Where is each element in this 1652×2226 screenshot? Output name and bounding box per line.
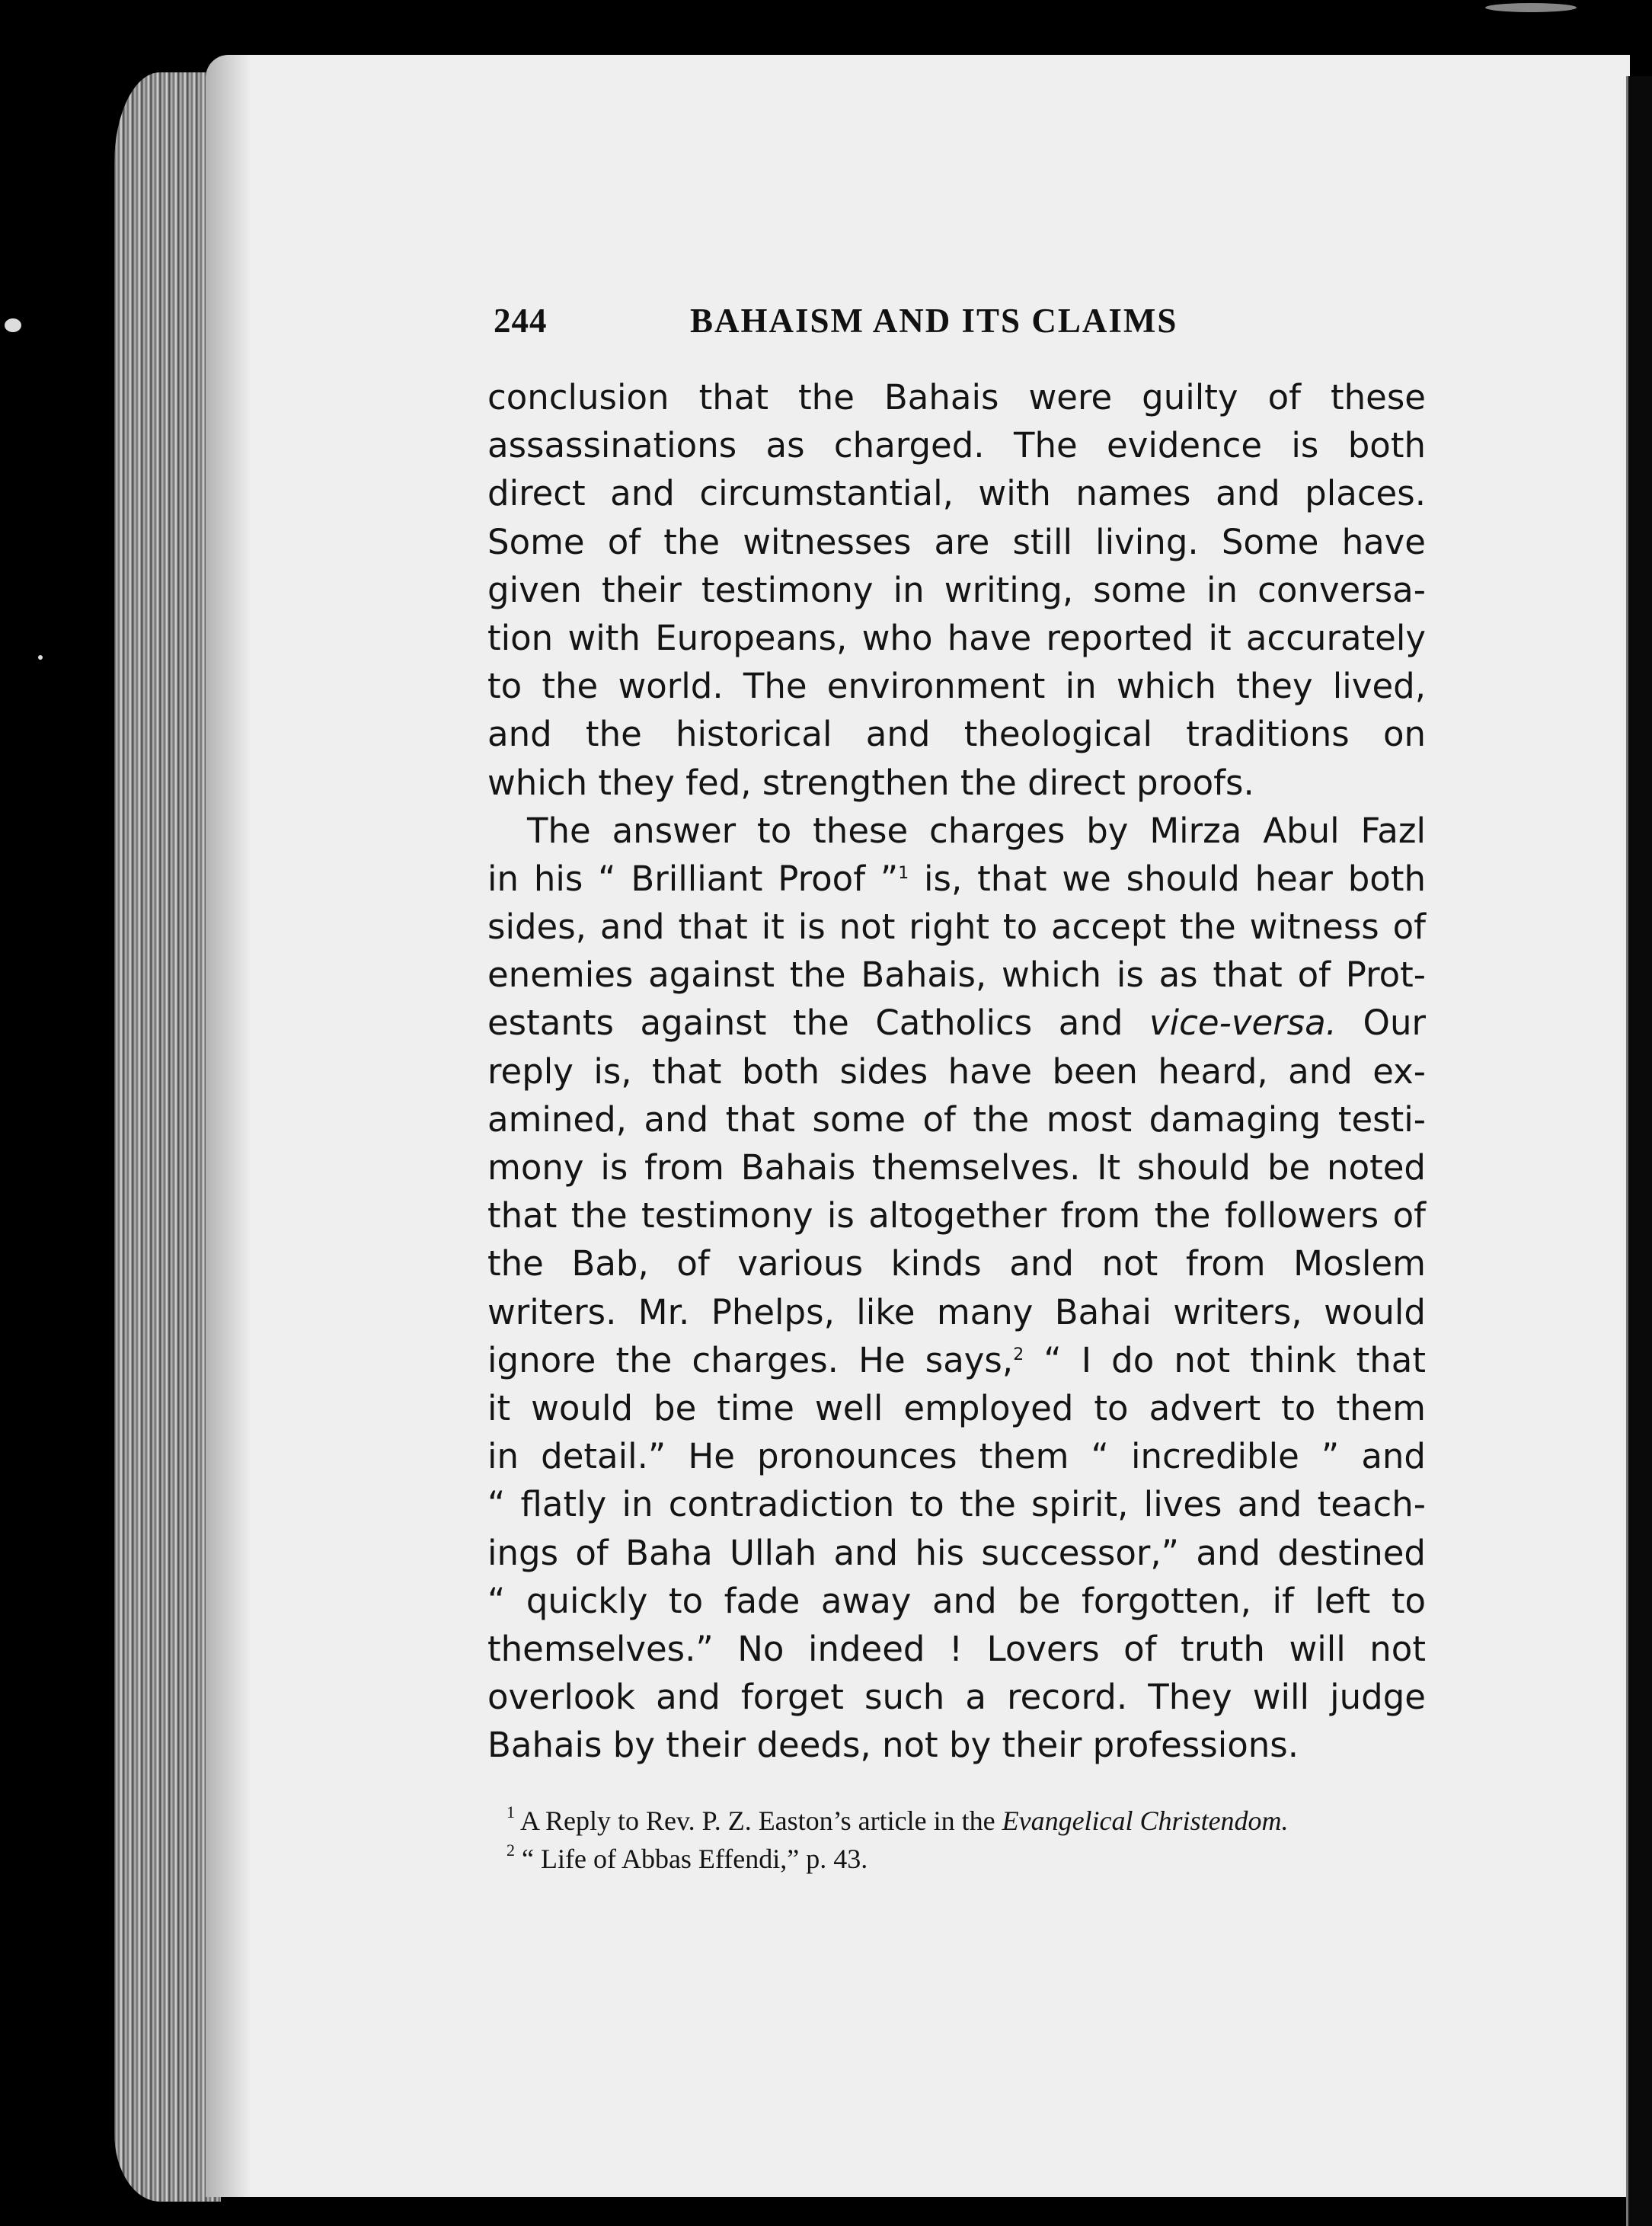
text-fragment: ignore the charges. He says, bbox=[487, 1339, 1014, 1380]
text-line bbox=[487, 1336, 1426, 1384]
italic-phrase: vice-versa. bbox=[1149, 1003, 1337, 1044]
dust-speck bbox=[5, 318, 21, 332]
dust-speck bbox=[38, 655, 43, 660]
text-line bbox=[487, 855, 1426, 903]
footnote-text: “ Life of Abbas Effendi,” p. 43. bbox=[515, 1844, 868, 1874]
text-line: enemies against the Bahais, which is as that of Prot- bbox=[487, 955, 1426, 996]
text-line: that the testimony is altogether from the followers of bbox=[487, 1195, 1426, 1236]
text-line: writers. Mr. Phelps, like many Bahai writers, would bbox=[487, 1291, 1426, 1332]
text-line: assassinations as charged. The evidence is both bbox=[487, 425, 1426, 466]
text-line: direct and circumstantial, with names and places. bbox=[487, 473, 1426, 514]
text-line: which they fed, strengthen the direct proofs. bbox=[487, 762, 1254, 803]
footnote-ref-1: 1 bbox=[898, 863, 909, 883]
text-line: amined, and that some of the most damaging testi- bbox=[487, 1099, 1426, 1140]
text-line: themselves.” No indeed ! Lovers of truth will not bbox=[487, 1628, 1426, 1669]
text-line: sides, and that it is not right to accept the witness of bbox=[487, 907, 1426, 948]
footnote-ref-2: 2 bbox=[1013, 1345, 1024, 1364]
text-line: “ flatly in contradiction to the spirit, lives and teach- bbox=[487, 1484, 1426, 1525]
text-line: Bahais by their deeds, not by their professions. bbox=[487, 1725, 1299, 1766]
text-line: overlook and forget such a record. They will judge bbox=[487, 1677, 1426, 1718]
page-edges bbox=[114, 72, 221, 2202]
text-fragment: “ I do not think that bbox=[1024, 1339, 1426, 1380]
footnote-italic: Evangelical Christendom. bbox=[1002, 1805, 1289, 1836]
footnote-text: A Reply to Rev. P. Z. Easton’s article in the bbox=[515, 1805, 1002, 1836]
footnote-1 bbox=[506, 1802, 1432, 1840]
page-number: 244 bbox=[494, 302, 548, 340]
gutter-shadow bbox=[206, 55, 251, 2197]
right-page-edge bbox=[1626, 76, 1652, 2226]
dust-speck bbox=[1485, 3, 1577, 12]
text-line: the Bab, of various kinds and not from Moslem bbox=[487, 1243, 1426, 1284]
text-line: tion with Europeans, who have reported it accurately bbox=[487, 617, 1426, 658]
text-line: The answer to these charges by Mirza Abul Fazl bbox=[527, 810, 1426, 851]
text-line: to the world. The environment in which they lived, bbox=[487, 666, 1426, 707]
page-header bbox=[494, 301, 1427, 347]
text-line: mony is from Bahais themselves. It should be noted bbox=[487, 1147, 1426, 1188]
text-fragment: estants against the Catholics and bbox=[487, 1003, 1150, 1044]
text-line: “ quickly to fade away and be forgotten, if left to bbox=[487, 1580, 1426, 1621]
footnote-2 bbox=[506, 1840, 1432, 1878]
text-line: reply is, that both sides have been heard, and ex- bbox=[487, 1051, 1426, 1092]
text-line: it would be time well employed to advert to them bbox=[487, 1387, 1426, 1428]
running-head: BAHAISM AND ITS CLAIMS bbox=[690, 302, 1178, 340]
footnotes bbox=[506, 1802, 1432, 1878]
text-line: ings of Baha Ullah and his successor,” and destined bbox=[487, 1532, 1426, 1573]
text-fragment: in his “ Brilliant Proof ” bbox=[487, 858, 899, 899]
body-text bbox=[487, 373, 1426, 1769]
footnote-marker: 1 bbox=[506, 1802, 515, 1821]
text-line bbox=[487, 999, 1426, 1047]
text-line: Some of the witnesses are still living. Some have bbox=[487, 521, 1426, 562]
text-line: in detail.” He pronounces them “ incredible ” and bbox=[487, 1436, 1426, 1477]
text-fragment: Our bbox=[1336, 1003, 1426, 1044]
text-fragment: is, that we should hear both bbox=[909, 858, 1426, 899]
text-line: conclusion that the Bahais were guilty of these bbox=[487, 377, 1426, 417]
text-line: and the historical and theological traditions on bbox=[487, 714, 1426, 755]
text-line: given their testimony in writing, some in conversa- bbox=[487, 569, 1426, 610]
footnote-marker: 2 bbox=[506, 1841, 515, 1860]
